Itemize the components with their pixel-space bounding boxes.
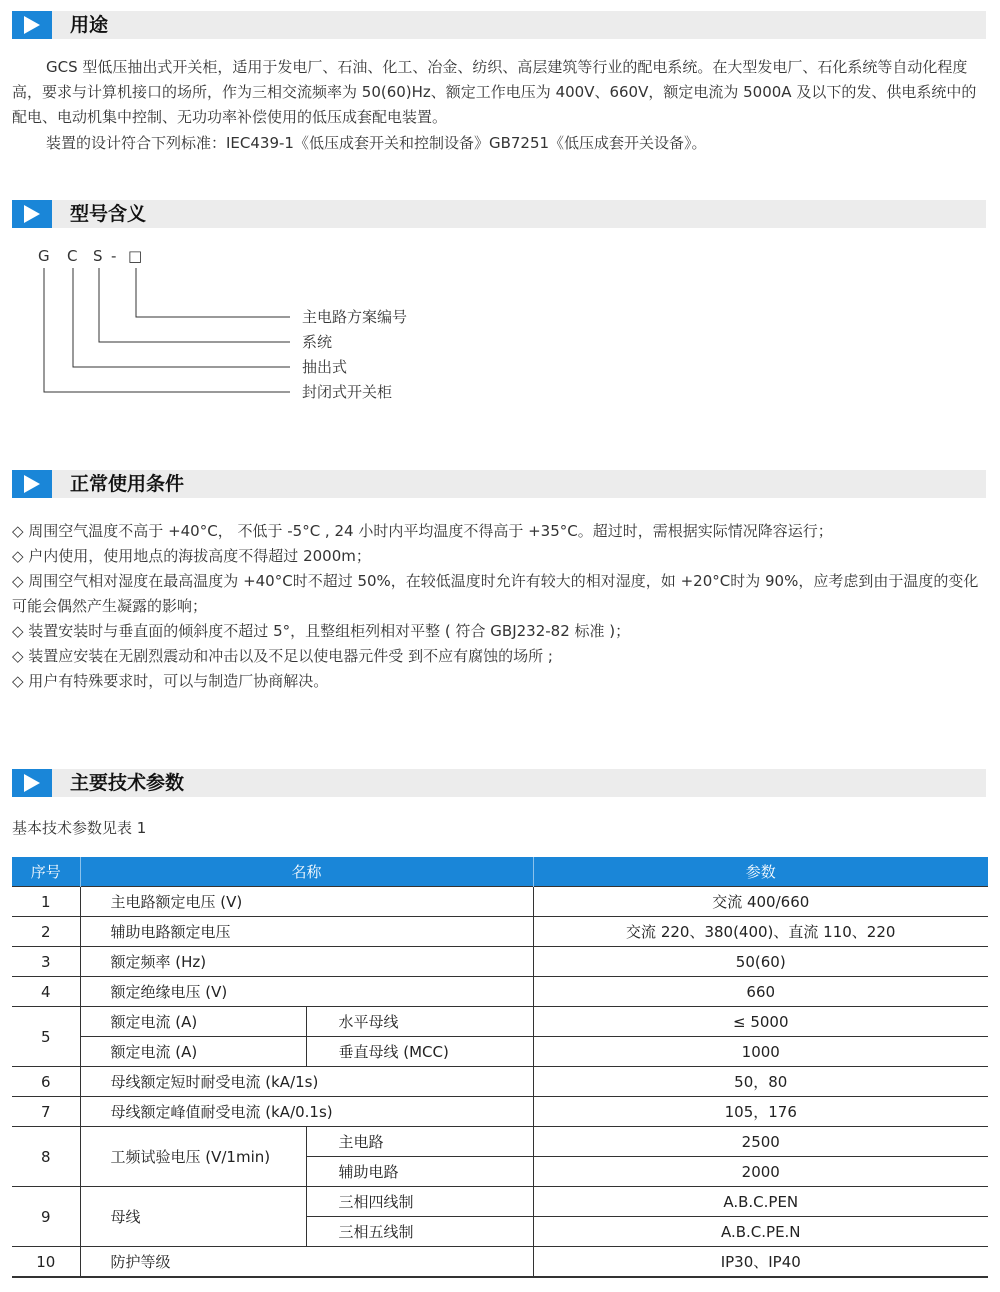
model-code-box: □ [128, 247, 143, 265]
row-no: 2 [12, 917, 80, 947]
row-value: IP30、IP40 [533, 1247, 988, 1278]
section-title: 型号含义 [70, 203, 147, 225]
row-name: 额定电流 (A) [80, 1037, 306, 1067]
row-no: 10 [12, 1247, 80, 1278]
row-name: 辅助电路额定电压 [80, 917, 533, 947]
model-code-letter: S [93, 247, 103, 265]
list-item: ◇ 装置应安装在无剧烈震动和冲击以及不足以使电器元件受 到不应有腐蚀的场所 ; [12, 647, 553, 665]
table-row [12, 887, 988, 917]
model-code-letter: G [38, 247, 50, 265]
row-no: 4 [12, 977, 80, 1007]
usage-paragraph: GCS 型低压抽出式开关柜，适用于发电厂、石油、化工、冶金、纺织、高层建筑等行业的配电系统。在大型发电厂、石化系统等自动化程度高，要求与计算机接口的场所，作为三相交流频率为 50(60)Hz、额定工作电压为 400V、660V，额定电流为 5000A 及以下的发、供电系统中的配电、电动机集中控制、无功功率补偿使用的低压成套配电装置。 [12, 58, 977, 126]
table-row [12, 977, 988, 1007]
row-no: 3 [12, 947, 80, 977]
table-row [12, 917, 988, 947]
list-item: ◇ 周围空气相对湿度在最高温度为 +40°C时不超过 50%，在较低温度时允许有较大的相对湿度，如 +20°C时为 90%，应考虑到由于温度的变化可能会偶然产生凝露的影响； [12, 572, 979, 615]
table-row [12, 1067, 988, 1097]
table-row [12, 1247, 988, 1278]
header-value: 参数 [533, 857, 988, 887]
model-label-system: 系统 [302, 333, 333, 351]
model-code-dash: - [111, 247, 117, 265]
row-name: 母线额定短时耐受电流 (kA/1s) [80, 1067, 533, 1097]
play-triangle-icon [12, 470, 52, 498]
row-value: 105，176 [533, 1097, 988, 1127]
play-triangle-icon [12, 769, 52, 797]
row-value: 2000 [533, 1157, 988, 1187]
row-name: 母线 [80, 1187, 306, 1247]
table-row [12, 1097, 988, 1127]
model-code-diagram-lines [0, 0, 300, 400]
table-row [12, 1037, 988, 1067]
section-title: 用途 [70, 14, 109, 36]
conditions-list [12, 519, 988, 694]
section-header-params [12, 769, 986, 797]
row-subname: 主电路 [306, 1127, 533, 1157]
spec-table [12, 857, 988, 1278]
row-name: 母线额定峰值耐受电流 (kA/0.1s) [80, 1097, 533, 1127]
model-label-enclosed: 封闭式开关柜 [302, 383, 393, 401]
row-name: 主电路额定电压 (V) [80, 887, 533, 917]
row-value: A.B.C.PE.N [533, 1217, 988, 1247]
row-subname: 水平母线 [306, 1007, 533, 1037]
row-value: ≤ 5000 [533, 1007, 988, 1037]
row-no: 5 [12, 1007, 80, 1067]
row-no: 9 [12, 1187, 80, 1247]
header-no: 序号 [12, 857, 80, 887]
row-value: 660 [533, 977, 988, 1007]
row-subname: 三相四线制 [306, 1187, 533, 1217]
model-code-letter: C [67, 247, 78, 265]
row-subname: 垂直母线 (MCC) [306, 1037, 533, 1067]
table-row [12, 947, 988, 977]
model-label-drawout: 抽出式 [302, 358, 348, 376]
table-header-row [12, 857, 988, 887]
list-item: ◇ 装置安装时与垂直面的倾斜度不超过 5°，且整组柜列相对平整 ( 符合 GBJ232-82 标准 )； [12, 622, 631, 640]
row-value: 交流 400/660 [533, 887, 988, 917]
row-value: A.B.C.PEN [533, 1187, 988, 1217]
header-name: 名称 [80, 857, 533, 887]
row-no: 7 [12, 1097, 80, 1127]
table-row [12, 1127, 988, 1157]
row-no: 8 [12, 1127, 80, 1187]
row-subname: 辅助电路 [306, 1157, 533, 1187]
row-name: 防护等级 [80, 1247, 533, 1278]
row-value: 50(60) [533, 947, 988, 977]
row-value: 50，80 [533, 1067, 988, 1097]
row-value: 1000 [533, 1037, 988, 1067]
list-item: ◇ 用户有特殊要求时，可以与制造厂协商解决。 [12, 672, 329, 690]
row-subname: 三相五线制 [306, 1217, 533, 1247]
list-item: ◇ 周围空气温度不高于 +40°C， 不低于 -5°C , 24 小时内平均温度不得高于 +35°C。超过时，需根据实际情况降容运行； [12, 522, 833, 540]
row-name: 工频试验电压 (V/1min) [80, 1127, 306, 1187]
row-value: 交流 220、380(400)、直流 110、220 [533, 917, 988, 947]
table-row [12, 1187, 988, 1217]
section-title: 主要技术参数 [70, 772, 185, 794]
model-label-scheme: 主电路方案编号 [302, 308, 408, 326]
table-caption: 基本技术参数见表 1 [12, 819, 147, 837]
table-row [12, 1007, 988, 1037]
row-name: 额定频率 (Hz) [80, 947, 533, 977]
section-title: 正常使用条件 [70, 473, 185, 495]
row-no: 6 [12, 1067, 80, 1097]
row-value: 2500 [533, 1127, 988, 1157]
section-header-conditions [12, 470, 986, 498]
row-no: 1 [12, 887, 80, 917]
list-item: ◇ 户内使用，使用地点的海拔高度不得超过 2000m； [12, 547, 371, 565]
row-name: 额定绝缘电压 (V) [80, 977, 533, 1007]
row-name: 额定电流 (A) [80, 1007, 306, 1037]
standards-paragraph: 装置的设计符合下列标准：IEC439-1《低压成套开关和控制设备》GB7251《低压成套开关设备》。 [46, 134, 707, 152]
